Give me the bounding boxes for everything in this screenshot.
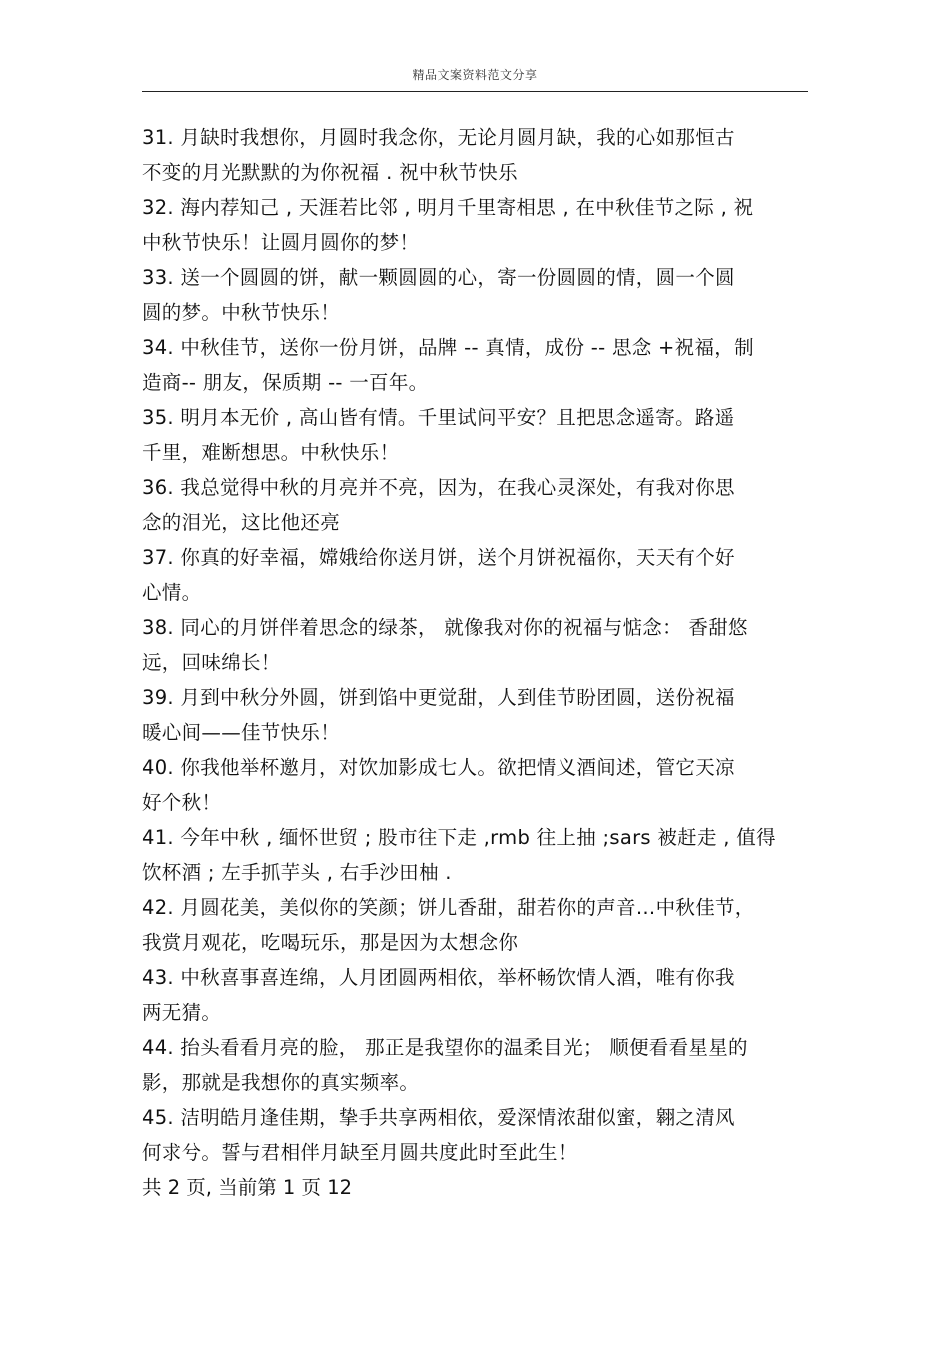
entry-line: 造商-- 朋友，保质期 -- 一百年。 <box>142 371 429 394</box>
entry-line: 39. 月到中秋分外圆，饼到馅中更觉甜，人到佳节盼团圆，送份祝福 <box>142 686 735 709</box>
entry-line: 34. 中秋佳节，送你一份月饼，品牌 -- 真情，成份 -- 思念 +祝福，制 <box>142 336 754 359</box>
list-item <box>142 890 808 960</box>
entry-line: 两无猜。 <box>142 1001 222 1024</box>
list-item <box>142 120 808 190</box>
list-item <box>142 540 808 610</box>
document-body <box>142 120 808 1205</box>
header-divider <box>142 91 808 92</box>
list-item <box>142 1100 808 1170</box>
list-item <box>142 610 808 680</box>
entry-line: 何求兮。誓与君相伴月缺至月圆共度此时至此生！ <box>142 1141 578 1164</box>
page-header-title: 精品文案资料范文分享 <box>412 68 538 82</box>
list-item <box>142 1030 808 1100</box>
entry-line: 我赏月观花，吃喝玩乐，那是因为太想念你 <box>142 931 519 954</box>
list-item <box>142 680 808 750</box>
list-item <box>142 960 808 1030</box>
entry-line: 42. 月圆花美，美似你的笑颜；饼儿香甜，甜若你的声音…中秋佳节， <box>142 896 755 919</box>
entry-line: 36. 我总觉得中秋的月亮并不亮，因为，在我心灵深处，有我对你思 <box>142 476 735 499</box>
entry-line: 44. 抬头看看月亮的脸， 那正是我望你的温柔目光； 顺便看看星星的 <box>142 1036 748 1059</box>
entry-line: 好个秋！ <box>142 791 222 814</box>
list-item <box>142 330 808 400</box>
entry-line: 念的泪光，这比他还亮 <box>142 511 341 534</box>
entry-line: 远，回味绵长！ <box>142 651 281 674</box>
entry-line: 31. 月缺时我想你，月圆时我念你，无论月圆月缺，我的心如那恒古 <box>142 126 735 149</box>
list-item <box>142 400 808 470</box>
page-info: 共 2 页, 当前第 1 页 12 <box>142 1176 353 1199</box>
list-item <box>142 820 808 890</box>
entry-line: 40. 你我他举杯邀月，对饮加影成七人。欲把情义酒间述，管它天凉 <box>142 756 735 779</box>
entry-line: 35. 明月本无价 , 高山皆有情。千里试问平安？且把思念遥寄。路遥 <box>142 406 735 429</box>
entry-line: 圆的梦。中秋节快乐！ <box>142 301 341 324</box>
entry-line: 影，那就是我想你的真实频率。 <box>142 1071 420 1094</box>
list-item <box>142 190 808 260</box>
list-item <box>142 470 808 540</box>
entry-line: 心情。 <box>142 581 202 604</box>
entry-line: 41. 今年中秋 , 缅怀世贸 ; 股市往下走 ,rmb 往上抽 ;sars 被赶走 , 值得 <box>142 826 776 849</box>
list-item <box>142 750 808 820</box>
entry-line: 38. 同心的月饼伴着思念的绿茶， 就像我对你的祝福与惦念： 香甜悠 <box>142 616 748 639</box>
entry-line: 32. 海内荐知己 , 天涯若比邻 , 明月千里寄相思 , 在中秋佳节之际 , 祝 <box>142 196 754 219</box>
entry-line: 不变的月光默默的为你祝福 . 祝中秋节快乐 <box>142 161 518 184</box>
entry-line: 45. 洁明皓月逢佳期，挚手共享两相依，爱深情浓甜似蜜，翱之清风 <box>142 1106 735 1129</box>
entry-line: 千里，难断想思。中秋快乐！ <box>142 441 400 464</box>
list-item <box>142 260 808 330</box>
entry-line: 43. 中秋喜事喜连绵，人月团圆两相依，举杯畅饮情人酒，唯有你我 <box>142 966 735 989</box>
entry-line: 饮杯酒 ; 左手抓芋头 , 右手沙田柚 . <box>142 861 452 884</box>
entry-line: 中秋节快乐！让圆月圆你的梦！ <box>142 231 420 254</box>
entry-line: 暖心间——佳节快乐！ <box>142 721 340 744</box>
entry-list <box>142 120 808 1170</box>
entry-line: 37. 你真的好幸福，嫦娥给你送月饼，送个月饼祝福你，天天有个好 <box>142 546 735 569</box>
entry-line: 33. 送一个圆圆的饼，献一颗圆圆的心，寄一份圆圆的情，圆一个圆 <box>142 266 735 289</box>
